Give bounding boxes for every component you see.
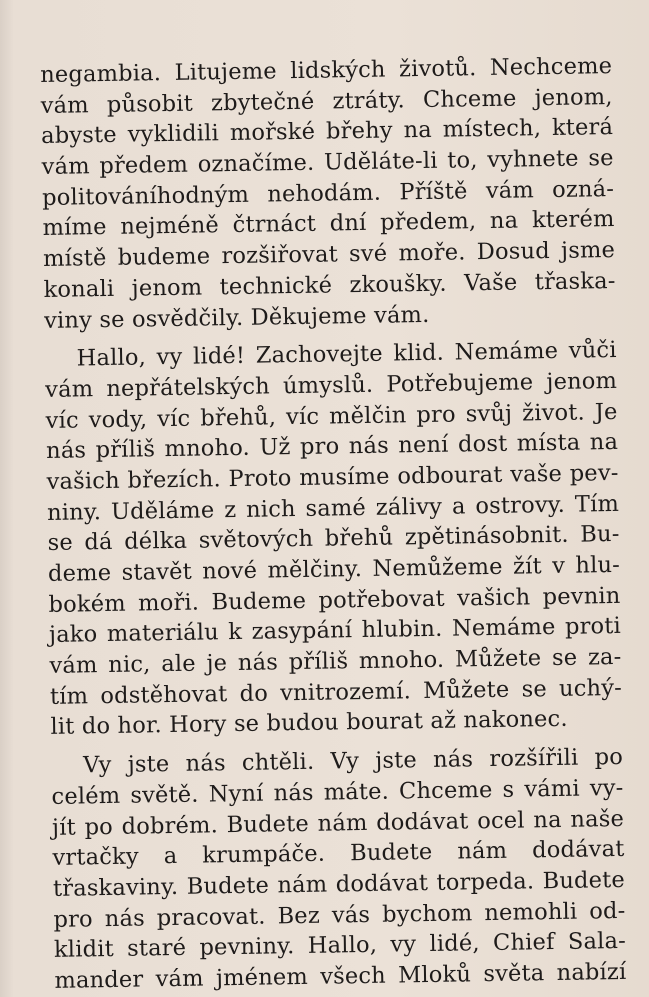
text-line: nás příliš mnoho. Už pro nás není dost místa na bbox=[45, 429, 619, 465]
text-line: jít po dobrém. Budete nám dodávat ocel na naše bbox=[51, 805, 625, 841]
text-line: vašich březích. Proto musíme odbourat vaše pev- bbox=[46, 459, 619, 495]
text-line: se dá délka světových břehů zpětinásobnit. Bu- bbox=[47, 521, 620, 557]
text-line: třaskaviny. Budete nám dodávat torpeda. Budete bbox=[52, 866, 626, 902]
text-line: pro nás pracovat. Bez vás bychom nemohli od- bbox=[53, 897, 626, 933]
text-line: lit do hor. Hory se budou bourat až nakonec. bbox=[50, 706, 568, 741]
text-line: politováníhodným nehodám. Příště vám ozná- bbox=[41, 175, 615, 211]
text-line: bokém moři. Budeme potřebovat vašich pevnin bbox=[48, 582, 621, 618]
text-line: klidit staré pevniny. Hallo, vy lidé, Chief Sala- bbox=[53, 928, 627, 964]
text-line: vám nepřátelských úmyslů. Potřebujeme jenom bbox=[44, 367, 618, 403]
text-line: vám předem označíme. Uděláte-li to, vyhnete se bbox=[41, 145, 614, 181]
text-line: vrtačky a krumpáče. Budete nám dodávat bbox=[52, 836, 625, 872]
text-line: Vy jste nás chtěli. Vy jste nás rozšířili po bbox=[82, 744, 624, 779]
text-line: negambia. Litujeme lidských životů. Nechceme bbox=[40, 53, 613, 88]
text-line: víc vody, víc břehů, víc mělčin pro svůj život. Je bbox=[45, 398, 618, 434]
text-line: míme nejméně čtrnáct dní předem, na kterém bbox=[42, 206, 615, 242]
text-line: vám působit zbytečné ztráty. Chceme jenom, bbox=[40, 83, 613, 119]
paragraph bbox=[40, 51, 616, 336]
paragraph bbox=[44, 335, 622, 743]
text-line: niny. Uděláme z nich samé zálivy a ostrovy. Tím bbox=[46, 490, 620, 526]
text-line: abyste vyklidili mořské břehy na místech, která bbox=[40, 114, 614, 150]
text-line: celém světě. Nyní nás máte. Chceme s vámi vy- bbox=[51, 774, 624, 810]
text-line: místě budeme rozšiřovat své moře. Dosud jsme bbox=[42, 237, 616, 273]
text-line: tím odstěhovat do vnitrozemí. Můžete se uchý- bbox=[49, 674, 623, 710]
body-text bbox=[40, 51, 627, 996]
text-line: jako materiálu k zasypání hlubin. Nemáme proti bbox=[48, 613, 622, 649]
text-line: viny se osvědčily. Děkujeme vám. bbox=[43, 301, 430, 334]
text-line: vám nic, ale je nás příliš mnoho. Můžete se za- bbox=[49, 644, 622, 679]
paragraph bbox=[51, 742, 627, 996]
text-line: konali jenom technické zkoušky. Vaše třaska- bbox=[43, 267, 616, 303]
text-line: deme stavět nové mělčiny. Nemůžeme žít v hlu- bbox=[47, 551, 621, 587]
text-line: Hallo, vy lidé! Zachovejte klid. Nemáme vůči bbox=[76, 337, 617, 372]
text-line: mander vám jménem všech Mloků světa nabízí bbox=[54, 958, 627, 994]
